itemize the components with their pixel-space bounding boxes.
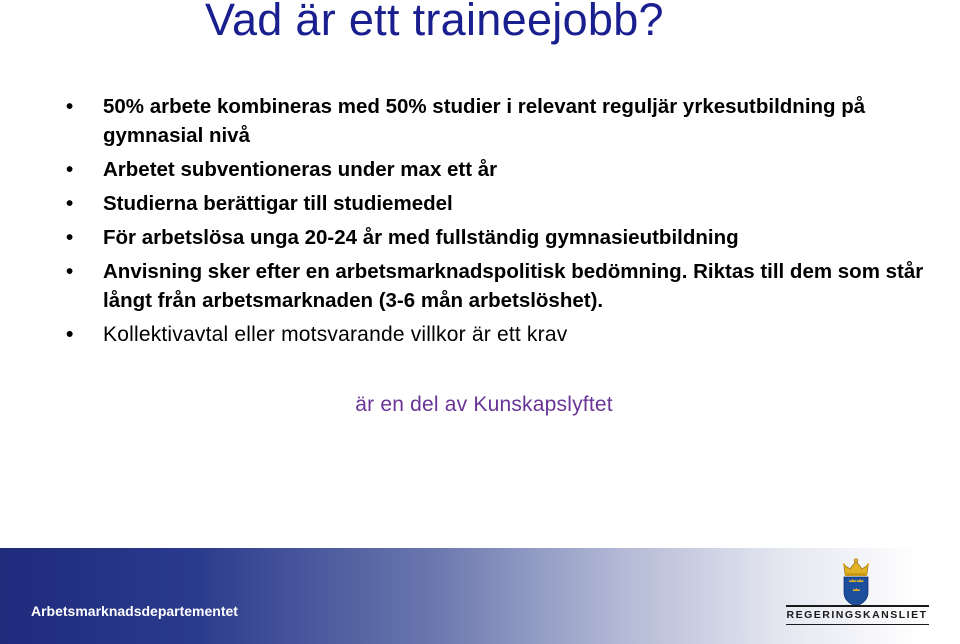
regeringskansliet-logo	[782, 558, 932, 630]
logo-wordmark: REGERINGSKANSLIET	[786, 609, 928, 621]
crown-shield-icon	[839, 558, 873, 608]
tagline: är en del av Kunskapslyftet	[355, 393, 613, 416]
bullet-marker: •	[66, 95, 74, 118]
bullet-marker: •	[66, 260, 74, 283]
bullet-marker: •	[66, 192, 74, 215]
logo-rule	[786, 624, 929, 625]
bullet-item	[63, 92, 943, 150]
bullet-marker: •	[66, 158, 74, 181]
logo-rule	[786, 605, 929, 607]
bullet-item	[63, 257, 943, 315]
slide-title: Vad är ett traineejobb?	[205, 0, 664, 45]
bullet-text: Kollektivavtal eller motsvarande villkor är ett krav	[103, 323, 568, 346]
bullet-item	[63, 320, 943, 349]
bullet-item	[63, 223, 943, 252]
bullet-text: 50% arbete kombineras med 50% studier i relevant reguljär yrkesutbildning på gymnasial nivå	[103, 95, 866, 147]
footer-department: Arbetsmarknadsdepartementet	[31, 603, 238, 619]
bullet-text: För arbetslösa unga 20-24 år med fullständig gymnasieutbildning	[103, 226, 739, 249]
bullet-text: Studierna berättigar till studiemedel	[103, 192, 453, 215]
bullet-item	[63, 189, 943, 218]
bullet-text: Anvisning sker efter en arbetsmarknadspolitisk bedömning. Riktas till dem som står långt från arbetsmarknaden (3-6 mån arbetslöshet).	[103, 260, 924, 312]
bullet-item	[63, 155, 943, 184]
bullet-text: Arbetet subventioneras under max ett år	[103, 158, 498, 181]
bullet-marker: •	[66, 226, 74, 249]
bullet-marker: •	[66, 323, 74, 346]
bullet-list	[63, 92, 943, 354]
